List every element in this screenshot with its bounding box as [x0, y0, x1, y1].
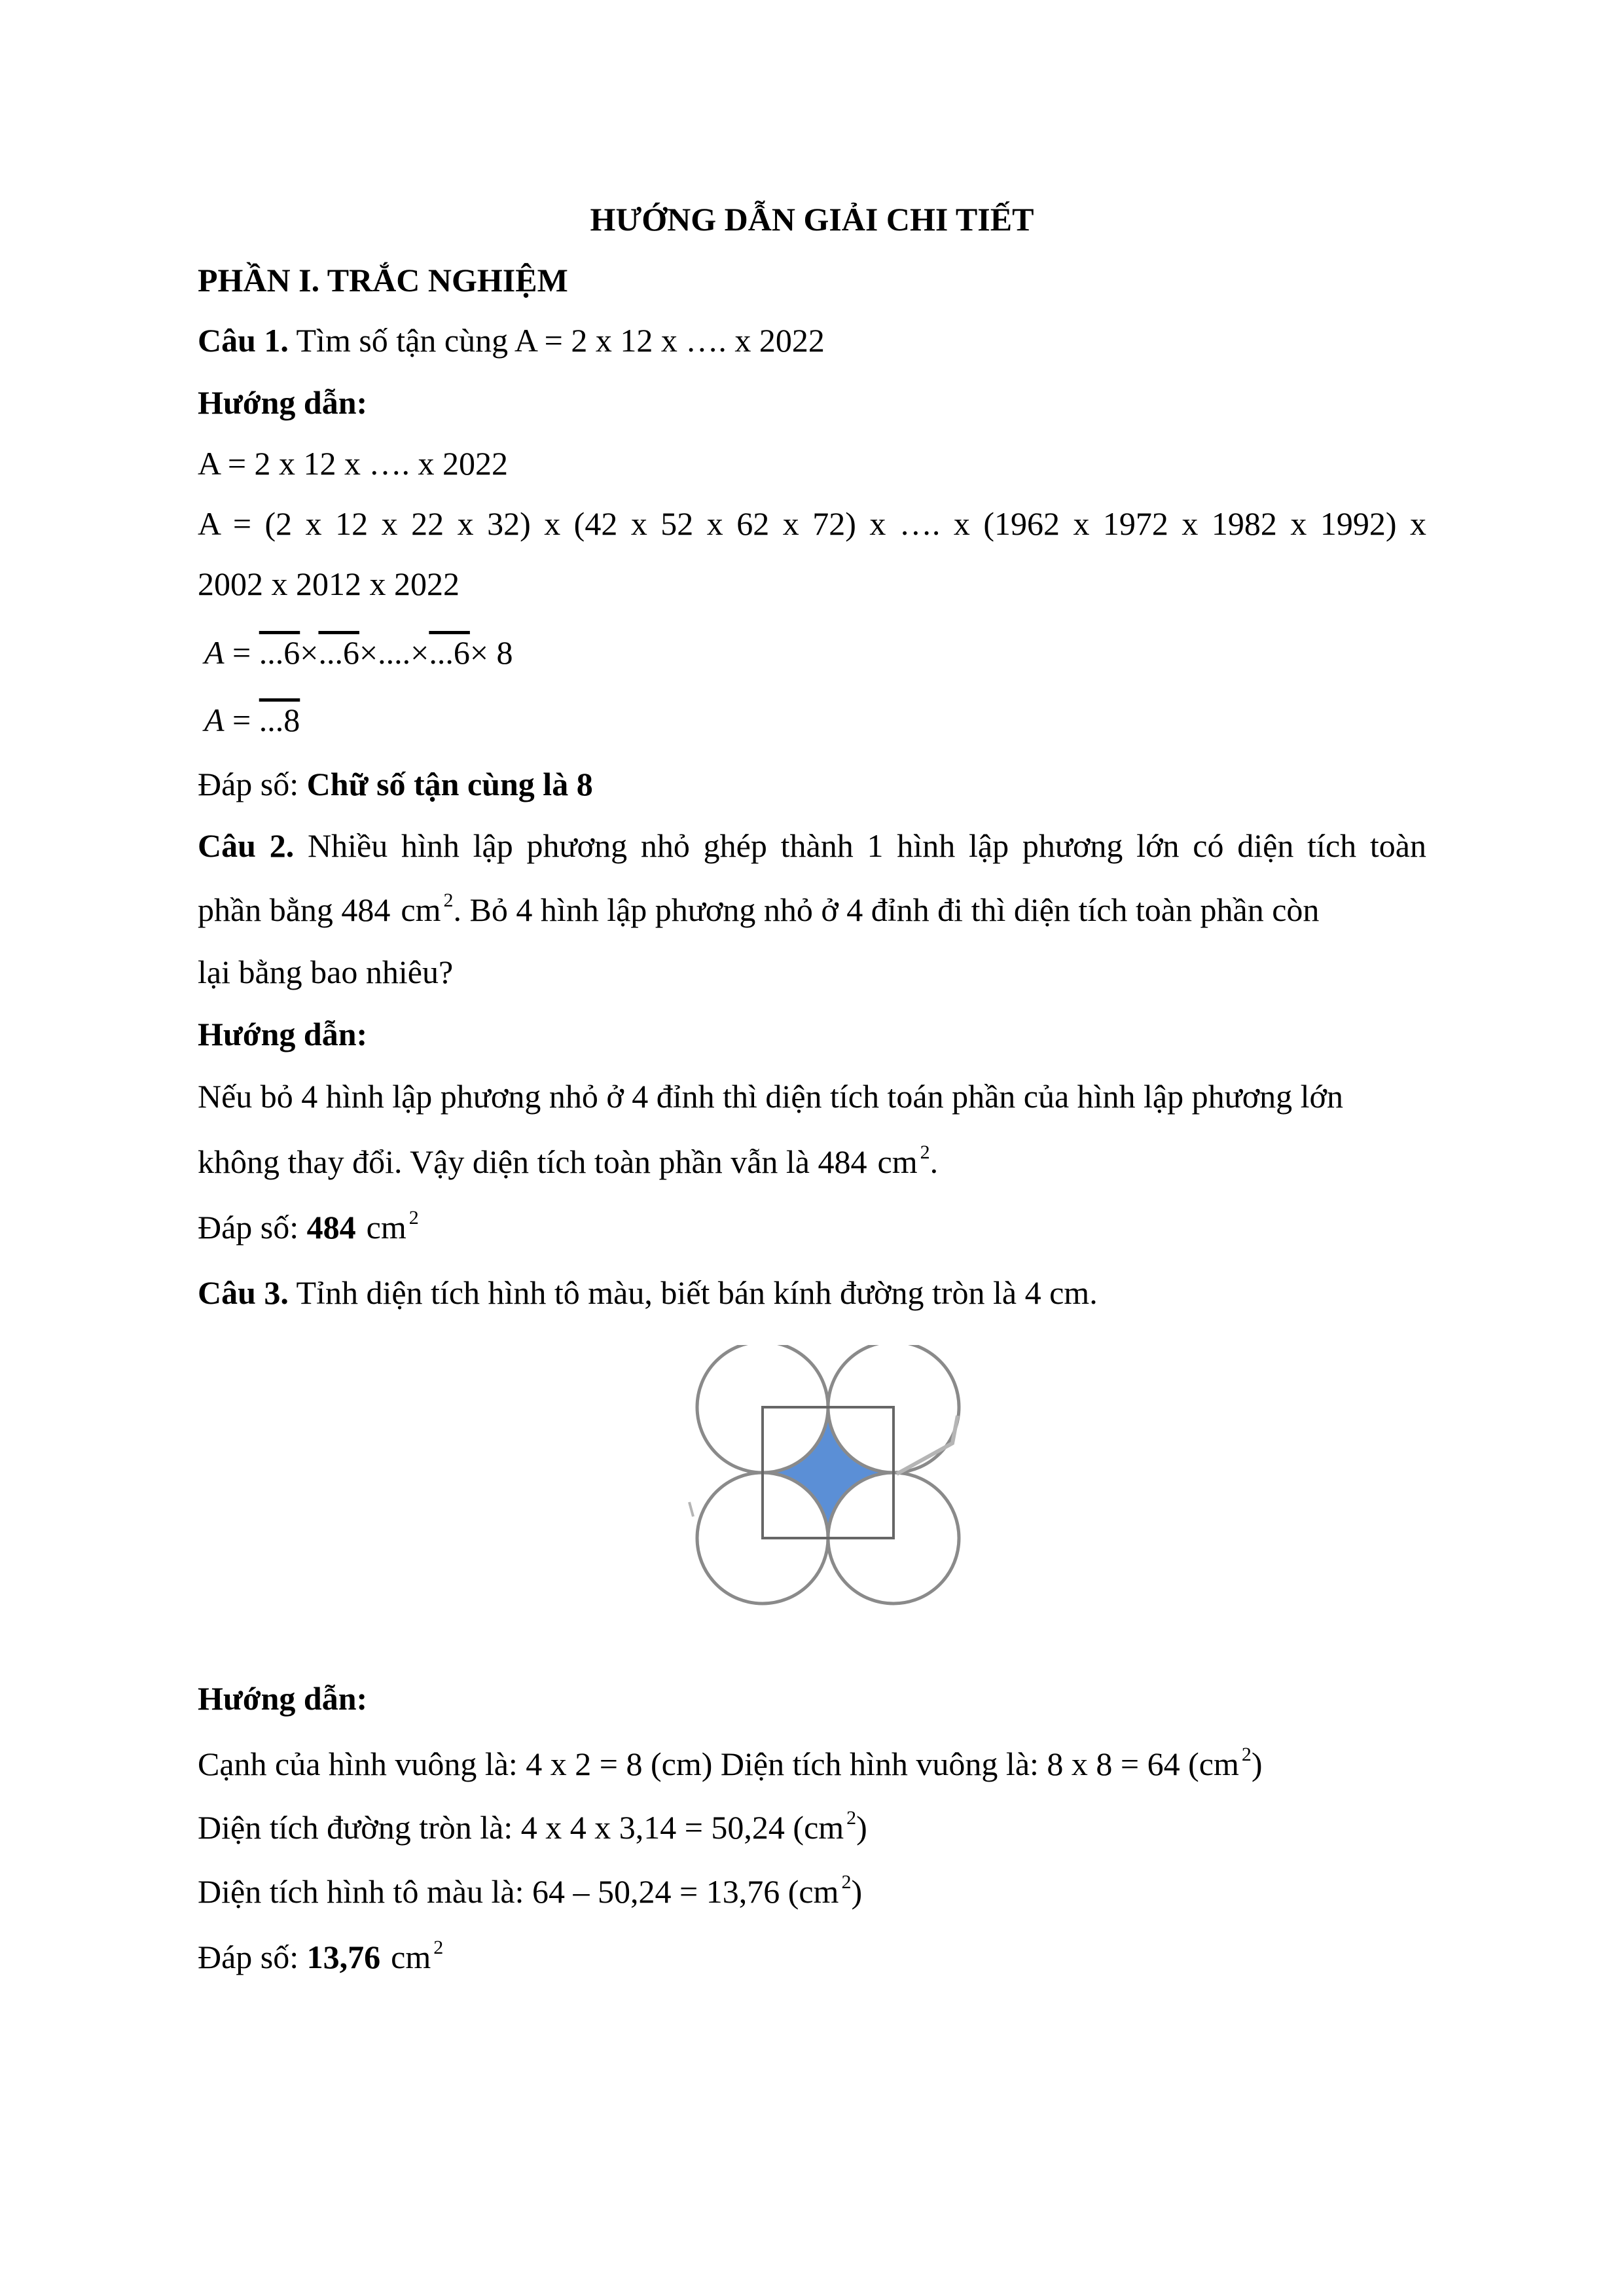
- q2-text-2a: phần bằng 484: [198, 891, 391, 928]
- q3-guide-unit-exp-3: 2: [841, 1871, 852, 1893]
- q1-formula-1-var: A: [204, 634, 225, 671]
- q2-question-line-3: lại bằng bao nhiêu?: [198, 954, 454, 990]
- page-title: HƯỚNG DẪN GIẢI CHI TIẾT: [590, 201, 1034, 238]
- section-heading: [198, 260, 568, 300]
- q2-guide-text-2b: .: [929, 1143, 939, 1180]
- q1-label: Câu 1.: [198, 322, 289, 359]
- q1-answer: [198, 764, 593, 804]
- q3-guide-text-2: Diện tích đường tròn là: 4 x 4 x 3,14 = 50,24 (: [198, 1809, 804, 1846]
- q3-guide-text: Hướng dẫn:: [198, 1680, 368, 1717]
- q1-formula-1-term-2: ...6: [318, 634, 359, 671]
- q1-formula-2-term-1: ...8: [259, 702, 300, 738]
- q1-guide-heading: [198, 383, 367, 422]
- q3-answer-unit-exp: 2: [433, 1937, 444, 1958]
- q2-answer: [198, 1208, 419, 1247]
- q1-question: [198, 321, 825, 360]
- q2-guide-text: Hướng dẫn:: [198, 1016, 368, 1052]
- q3-question: [198, 1273, 1098, 1312]
- q3-guide-text-1: Cạnh của hình vuông là: 4 x 2 = 8 (cm) Diện tích hình vuông là: 8 x 8 = 64 (: [198, 1746, 1199, 1782]
- q3-text: Tỉnh diện tích hình tô màu, biết bán kính đường tròn là 4 cm.: [288, 1274, 1098, 1311]
- q2-guide-text-2a: không thay đổi. Vậy diện tích toàn phần vẫn là 484: [198, 1143, 867, 1180]
- q2-guide-heading: [198, 1014, 367, 1054]
- q3-guide-line-2: [198, 1808, 867, 1847]
- q3-guide-line-3: [198, 1872, 862, 1911]
- q1-line-1: A = 2 x 12 x …. x 2022: [198, 445, 509, 482]
- q1-formula-1: [204, 633, 513, 672]
- q3-label: Câu 3.: [198, 1274, 289, 1311]
- q2-unit-exp: 2: [443, 889, 454, 911]
- q1-formula-1-times-1: ×: [300, 634, 319, 671]
- q1-formula-2: [204, 700, 300, 740]
- section-heading-text: PHẦN I. TRẮC NGHIỆM: [198, 262, 568, 298]
- scan-artifact-tick: [689, 1502, 693, 1516]
- q3-guide-unit-exp-1: 2: [1241, 1744, 1252, 1765]
- q1-answer-label: Đáp số:: [198, 766, 307, 802]
- q2-guide-line-2: [198, 1142, 938, 1181]
- q3-guide-unit-3: cm: [799, 1873, 839, 1910]
- q2-answer-value: 484: [306, 1209, 356, 1246]
- q3-answer-value: 13,76: [306, 1939, 381, 1975]
- q1-guide-text: Hướng dẫn:: [198, 384, 368, 421]
- q3-guide-close-2: ): [856, 1809, 867, 1846]
- q1-formula-1-term-3: ...6: [429, 634, 470, 671]
- circles-square-figure: [677, 1345, 979, 1633]
- q1-formula-1-times-3: × 8: [469, 634, 513, 671]
- scan-artifact-stroke: [897, 1416, 958, 1474]
- q3-guide-close-1: ): [1251, 1746, 1263, 1782]
- q2-text-1: Nhiều hình lập phương nhỏ ghép thành 1 hình lập phương lớn có diện tích toàn: [294, 827, 1427, 864]
- q2-guide-line-1: Nếu bỏ 4 hình lập phương nhỏ ở 4 đỉnh thì diện tích toán phần của hình lập phương lớn: [198, 1078, 1343, 1115]
- q2-answer-unit: cm: [366, 1209, 406, 1246]
- q1-formula-1-term-1: ...6: [259, 634, 300, 671]
- q2-text-2b: . Bỏ 4 hình lập phương nhỏ ở 4 đỉnh đi thì diện tích toàn phần còn: [453, 891, 1320, 928]
- q2-answer-label: Đáp số:: [198, 1209, 307, 1246]
- q1-line-3: 2002 x 2012 x 2022: [198, 565, 460, 602]
- q2-label: Câu 2.: [198, 827, 295, 864]
- q2-question-line-2: [198, 890, 1319, 929]
- q3-guide-unit-exp-2: 2: [846, 1807, 857, 1829]
- q2-unit: cm: [401, 891, 441, 928]
- q1-formula-2-eq: =: [224, 702, 259, 738]
- q1-line-2: A = (2 x 12 x 22 x 32) x (42 x 52 x 62 x 72) x …. x (1962 x 1972 x 1982 x 1992) x: [198, 505, 1426, 542]
- q2-question-line-1: [198, 826, 1426, 865]
- shaded-region: [763, 1407, 893, 1538]
- q1-formula-2-var: A: [204, 702, 225, 738]
- q3-guide-unit-1: cm: [1199, 1746, 1239, 1782]
- q1-formula-1-eq: =: [224, 634, 259, 671]
- q3-guide-line-1: [198, 1744, 1263, 1784]
- q3-answer-unit: cm: [391, 1939, 431, 1975]
- q1-formula-1-times-2: ×....×: [359, 634, 429, 671]
- q3-answer: [198, 1937, 443, 1977]
- q2-guide-unit-exp: 2: [920, 1141, 930, 1163]
- q2-guide-unit: cm: [877, 1143, 918, 1180]
- q3-answer-label: Đáp số:: [198, 1939, 307, 1975]
- q3-guide-unit-2: cm: [804, 1809, 844, 1846]
- q1-text: Tìm số tận cùng A = 2 x 12 x …. x 2022: [288, 322, 825, 359]
- q3-guide-heading: [198, 1679, 367, 1718]
- q3-guide-close-3: ): [851, 1873, 863, 1910]
- q1-answer-value: Chữ số tận cùng là 8: [306, 766, 593, 802]
- q2-answer-unit-exp: 2: [408, 1207, 419, 1229]
- q3-guide-text-3: Diện tích hình tô màu là: 64 – 50,24 = 13,76 (: [198, 1873, 799, 1910]
